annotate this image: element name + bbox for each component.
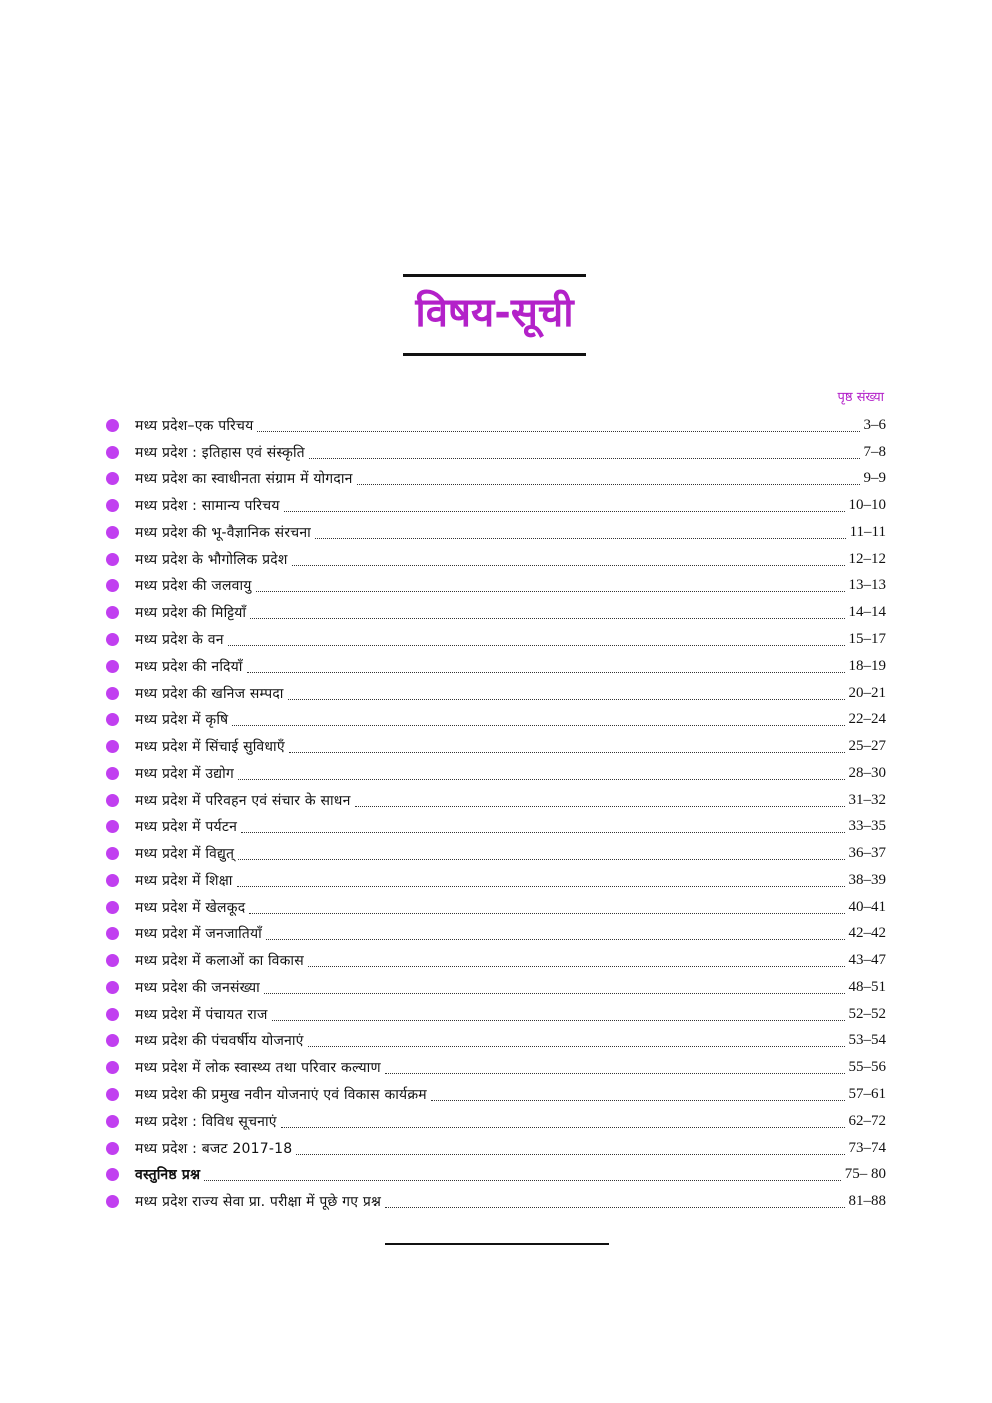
dot-leader <box>238 765 845 780</box>
toc-entry-pages: 48–51 <box>848 978 886 995</box>
dot-leader <box>247 658 845 673</box>
bullet-icon <box>106 553 119 566</box>
toc-entry-title: मध्य प्रदेश में परिवहन एवं संचार के साधन <box>135 792 351 809</box>
bullet-icon <box>106 687 119 700</box>
toc-entry-title: मध्य प्रदेश की पंचवर्षीय योजनाएं <box>135 1033 304 1050</box>
dot-leader <box>257 417 859 432</box>
bullet-icon <box>106 740 119 753</box>
toc-entry-title: मध्य प्रदेश की नदियाँ <box>135 658 243 675</box>
bullet-icon <box>106 847 119 860</box>
dot-leader <box>272 1006 845 1021</box>
toc-entry-pages: 55–56 <box>848 1059 886 1076</box>
bullet-icon <box>106 794 119 807</box>
toc-entry-title: मध्य प्रदेश राज्य सेवा प्रा. परीक्षा में पूछे गए प्रश्न <box>135 1194 382 1211</box>
toc-entry[interactable] <box>104 1028 886 1055</box>
toc-entry-title: मध्य प्रदेश में पर्यटन <box>135 819 238 836</box>
bullet-icon <box>106 526 119 539</box>
toc-entry-pages: 13–13 <box>848 577 886 594</box>
toc-entry-title: मध्य प्रदेश में लोक स्वास्थ्य तथा परिवार कल्याण <box>135 1060 381 1077</box>
toc-entry-title: मध्य प्रदेश की जनसंख्या <box>135 979 260 996</box>
bullet-icon <box>106 660 119 673</box>
dot-leader <box>284 497 845 512</box>
dot-leader <box>266 925 845 940</box>
bullet-icon <box>106 1034 119 1047</box>
toc-entry-title: वस्तुनिष्ठ प्रश्न <box>135 1167 201 1184</box>
toc-entry[interactable] <box>104 1054 886 1081</box>
bullet-icon <box>106 901 119 914</box>
dot-leader <box>256 577 845 592</box>
page-number-column-header: पृष्ठ संख्या <box>837 390 884 405</box>
bullet-icon <box>106 954 119 967</box>
toc-entry[interactable] <box>104 492 886 519</box>
toc-entry-pages: 28–30 <box>848 764 886 781</box>
title-top-rule <box>403 274 586 277</box>
bullet-icon <box>106 927 119 940</box>
toc-entry[interactable] <box>104 626 886 653</box>
dot-leader <box>241 818 844 833</box>
toc-entry-title: मध्य प्रदेश में पंचायत राज <box>135 1006 268 1023</box>
dot-leader <box>250 604 844 619</box>
bullet-icon <box>106 874 119 887</box>
bullet-icon <box>106 606 119 619</box>
bullet-icon <box>106 1168 119 1181</box>
toc-entry-pages: 40–41 <box>848 898 886 915</box>
toc-entry[interactable] <box>104 706 886 733</box>
dot-leader <box>249 899 844 914</box>
toc-entry[interactable] <box>104 1161 886 1188</box>
dot-leader <box>288 685 845 700</box>
dot-leader <box>237 872 845 887</box>
toc-entry-pages: 9–9 <box>863 470 886 487</box>
toc-entry-title: मध्य प्रदेश में शिक्षा <box>135 872 233 889</box>
bullet-icon <box>106 1195 119 1208</box>
bullet-icon <box>106 767 119 780</box>
bullet-icon <box>106 820 119 833</box>
toc-entry[interactable] <box>104 867 886 894</box>
toc-entry-title: मध्य प्रदेश में सिंचाई सुविधाएँ <box>135 739 285 756</box>
dot-leader <box>431 1086 845 1101</box>
toc-entry-pages: 3–6 <box>863 416 886 433</box>
bullet-icon <box>106 419 119 432</box>
toc-entry-title: मध्य प्रदेश–एक परिचय <box>135 417 254 434</box>
bullet-icon <box>106 1142 119 1155</box>
dot-leader <box>292 551 845 566</box>
toc-entry-pages: 73–74 <box>848 1139 886 1156</box>
toc-entry[interactable] <box>104 1135 886 1162</box>
toc-entry-title: मध्य प्रदेश की मिट्टियाँ <box>135 605 247 622</box>
toc-entry-title: मध्य प्रदेश में कलाओं का विकास <box>135 953 304 970</box>
bullet-icon <box>106 1061 119 1074</box>
toc-entry-title: मध्य प्रदेश में विद्युत् <box>135 846 235 863</box>
toc-entry-pages: 38–39 <box>848 871 886 888</box>
toc-entry-title: मध्य प्रदेश में उद्योग <box>135 765 234 782</box>
toc-entry-title: मध्य प्रदेश : सामान्य परिचय <box>135 498 280 515</box>
toc-entry-pages: 42–42 <box>848 925 886 942</box>
toc-entry[interactable] <box>104 680 886 707</box>
toc-entry[interactable] <box>104 546 886 573</box>
toc-entry-title: मध्य प्रदेश की भू-वैज्ञानिक संरचना <box>135 524 311 541</box>
toc-entry-pages: 75– 80 <box>844 1166 886 1183</box>
dot-leader <box>315 524 846 539</box>
bullet-icon <box>106 446 119 459</box>
toc-entry[interactable] <box>104 1081 886 1108</box>
bullet-icon <box>106 472 119 485</box>
dot-leader <box>281 1113 845 1128</box>
bullet-icon <box>106 1008 119 1021</box>
bottom-divider <box>385 1243 609 1245</box>
toc-entry-pages: 12–12 <box>848 550 886 567</box>
dot-leader <box>355 792 845 807</box>
toc-entry[interactable] <box>104 760 886 787</box>
toc-entry[interactable] <box>104 787 886 814</box>
toc-entry-title: मध्य प्रदेश में जनजातियाँ <box>135 926 262 943</box>
bullet-icon <box>106 713 119 726</box>
toc-entry[interactable] <box>104 1188 886 1215</box>
toc-entry-pages: 11–11 <box>849 523 886 540</box>
toc-entry-pages: 20–21 <box>848 684 886 701</box>
dot-leader <box>204 1166 841 1181</box>
toc-entry[interactable] <box>104 439 886 466</box>
toc-entry-pages: 53–54 <box>848 1032 886 1049</box>
dot-leader <box>264 979 845 994</box>
toc-entry-pages: 14–14 <box>848 604 886 621</box>
bullet-icon <box>106 633 119 646</box>
toc-entry-title: मध्य प्रदेश में कृषि <box>135 712 229 729</box>
toc-entry[interactable] <box>104 599 886 626</box>
toc-entry[interactable] <box>104 1108 886 1135</box>
toc-entry[interactable] <box>104 894 886 921</box>
table-of-contents <box>104 412 886 1215</box>
toc-entry[interactable] <box>104 733 886 760</box>
toc-entry[interactable] <box>104 840 886 867</box>
bullet-icon <box>106 1088 119 1101</box>
dot-leader <box>232 711 844 726</box>
toc-entry-pages: 33–35 <box>848 818 886 835</box>
toc-entry-pages: 31–32 <box>848 791 886 808</box>
toc-entry-pages: 52–52 <box>848 1005 886 1022</box>
toc-entry-title: मध्य प्रदेश में खेलकूद <box>135 899 246 916</box>
toc-entry-title: मध्य प्रदेश : इतिहास एवं संस्कृति <box>135 444 305 461</box>
toc-entry[interactable] <box>104 519 886 546</box>
toc-entry[interactable] <box>104 947 886 974</box>
toc-entry[interactable] <box>104 653 886 680</box>
toc-entry-pages: 25–27 <box>848 738 886 755</box>
toc-entry[interactable] <box>104 573 886 600</box>
toc-entry-pages: 36–37 <box>848 845 886 862</box>
toc-entry[interactable] <box>104 412 886 439</box>
toc-entry-title: मध्य प्रदेश के भौगोलिक प्रदेश <box>135 551 288 568</box>
toc-entry-title: मध्य प्रदेश : बजट 2017-18 <box>135 1140 293 1157</box>
dot-leader <box>296 1140 844 1155</box>
toc-entry-pages: 57–61 <box>848 1086 886 1103</box>
toc-entry-pages: 7–8 <box>863 443 886 460</box>
bullet-icon <box>106 981 119 994</box>
toc-entry[interactable] <box>104 974 886 1001</box>
toc-entry-pages: 62–72 <box>848 1112 886 1129</box>
toc-entry-title: मध्य प्रदेश की प्रमुख नवीन योजनाएं एवं विकास कार्यक्रम <box>135 1087 427 1104</box>
dot-leader <box>385 1193 844 1208</box>
toc-entry-pages: 81–88 <box>848 1193 886 1210</box>
dot-leader <box>228 631 845 646</box>
page-title: विषय-सूची <box>415 290 574 336</box>
toc-entry-title: मध्य प्रदेश की खनिज सम्पदा <box>135 685 284 702</box>
toc-entry-pages: 18–19 <box>848 657 886 674</box>
dot-leader <box>309 444 860 459</box>
toc-entry[interactable] <box>104 1001 886 1028</box>
toc-entry[interactable] <box>104 466 886 493</box>
dot-leader <box>238 845 844 860</box>
bullet-icon <box>106 1115 119 1128</box>
toc-entry-pages: 43–47 <box>848 952 886 969</box>
toc-entry[interactable] <box>104 813 886 840</box>
dot-leader <box>289 738 845 753</box>
bullet-icon <box>106 579 119 592</box>
dot-leader <box>357 470 860 485</box>
toc-entry-title: मध्य प्रदेश : विविध सूचनाएं <box>135 1113 277 1130</box>
toc-entry-pages: 10–10 <box>848 497 886 514</box>
bullet-icon <box>106 499 119 512</box>
toc-entry-title: मध्य प्रदेश का स्वाधीनता संग्राम में योगदान <box>135 471 353 488</box>
toc-entry-pages: 22–24 <box>848 711 886 728</box>
dot-leader <box>308 952 845 967</box>
dot-leader <box>385 1059 845 1074</box>
toc-entry-pages: 15–17 <box>848 631 886 647</box>
title-bottom-rule <box>403 353 586 356</box>
toc-entry-title: मध्य प्रदेश की जलवायु <box>135 578 252 595</box>
dot-leader <box>308 1032 845 1047</box>
toc-entry-title: मध्य प्रदेश के वन <box>135 632 224 648</box>
title-block <box>403 274 586 356</box>
toc-entry[interactable] <box>104 921 886 948</box>
